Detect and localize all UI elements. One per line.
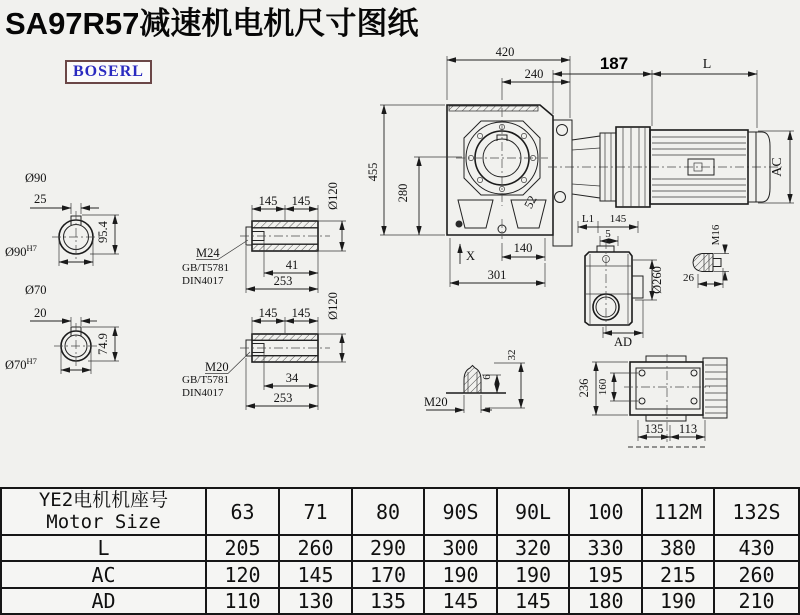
dim-240: 240 <box>524 67 544 81</box>
label-m20: M20 <box>205 360 229 374</box>
ac-value: 190 <box>497 561 569 588</box>
dim-145-left: 145 <box>258 194 278 208</box>
l-value: 290 <box>352 535 424 561</box>
dim-6: 6 <box>481 374 493 380</box>
dim-32: 32 <box>506 349 518 361</box>
dim-420: 420 <box>495 45 515 59</box>
label-gbt5781-bottom: GB/T5781 <box>182 374 230 386</box>
frame-size-63: 63 <box>206 488 279 535</box>
plug-m20-detail <box>424 350 525 414</box>
plug-m16-detail <box>683 224 729 288</box>
motor-size-header-cell <box>1 488 206 535</box>
dim-187: 187 <box>599 54 629 73</box>
shaft-end-view-70 <box>5 283 119 374</box>
dim-bore70-base: Ø70 <box>5 358 27 372</box>
ad-value: 180 <box>569 588 642 614</box>
dim-dia90: Ø90 <box>25 171 47 185</box>
gearbox-side-view <box>578 213 664 349</box>
l-value: 380 <box>642 535 714 561</box>
dim-ad: AD <box>613 335 633 349</box>
table-header-row <box>1 488 799 535</box>
dim-dia120-bottom: Ø120 <box>326 292 340 320</box>
row-label-ad: AD <box>1 588 206 614</box>
ad-value: 145 <box>424 588 497 614</box>
dim-113: 113 <box>678 422 698 436</box>
dim-l1: L1 <box>581 213 595 225</box>
dim-bore90-tol: H7 <box>26 243 37 253</box>
dim-x: X <box>466 249 476 263</box>
dim-l: L <box>702 57 712 72</box>
frame-size-71: 71 <box>279 488 352 535</box>
dim-52: 52 <box>521 193 540 211</box>
label-din4017-top: DIN4017 <box>182 275 224 287</box>
dim-bore70 <box>5 356 37 372</box>
frame-size-132s: 132S <box>714 488 799 535</box>
row-label-ac: AC <box>1 561 206 588</box>
ac-value: 215 <box>642 561 714 588</box>
dim-253-bottom: 253 <box>273 391 293 405</box>
rear-housing-view <box>577 354 727 447</box>
ac-value: 145 <box>279 561 352 588</box>
dim-41: 41 <box>285 258 299 272</box>
frame-size-80: 80 <box>352 488 424 535</box>
dim-145-right: 145 <box>291 194 311 208</box>
frame-size-112m: 112M <box>642 488 714 535</box>
dim-160: 160 <box>597 378 609 396</box>
ad-value: 145 <box>497 588 569 614</box>
motor-size-header-cn: YE2电机机座号 <box>38 488 169 511</box>
brand-logo-text: BOSERL <box>73 63 144 80</box>
frame-size-90l: 90L <box>497 488 569 535</box>
dim-301: 301 <box>487 268 507 282</box>
dim-145-side: 145 <box>609 213 627 225</box>
label-gbt5781-top: GB/T5781 <box>182 262 230 274</box>
dim-135: 135 <box>644 422 664 436</box>
dim-dia260: Ø260 <box>650 266 664 294</box>
frame-size-100: 100 <box>569 488 642 535</box>
ad-value: 190 <box>642 588 714 614</box>
motor-size-header-en: Motor Size <box>46 510 161 533</box>
dim-bore90-base: Ø90 <box>5 245 27 259</box>
dim-key20: 20 <box>34 306 47 320</box>
dim-dia120-top: Ø120 <box>326 182 340 210</box>
dim-ac: AC <box>770 157 785 177</box>
dim-140: 140 <box>513 241 533 255</box>
l-value: 300 <box>424 535 497 561</box>
ad-value: 210 <box>714 588 799 614</box>
dim-145b-left: 145 <box>258 306 278 320</box>
motor-side-view <box>548 54 794 207</box>
frame-size-90s: 90S <box>424 488 497 535</box>
motor-size-table <box>0 487 800 615</box>
l-value: 205 <box>206 535 279 561</box>
dim-dia70: Ø70 <box>25 283 47 297</box>
ac-value: 190 <box>424 561 497 588</box>
hollow-shaft-view-m20 <box>182 292 346 410</box>
ad-value: 110 <box>206 588 279 614</box>
dim-m16: M16 <box>710 224 722 246</box>
dim-280: 280 <box>396 183 410 203</box>
table-row-l <box>1 535 799 561</box>
dim-26: 26 <box>683 272 694 284</box>
label-din4017-bottom: DIN4017 <box>182 387 224 399</box>
gearbox-front-view <box>366 45 572 287</box>
dim-bore70-tol: H7 <box>26 356 37 366</box>
hollow-shaft-view-m24 <box>182 182 346 293</box>
ac-value: 195 <box>569 561 642 588</box>
page-title: SA97R57减速机电机尺寸图纸 <box>5 6 419 41</box>
dim-236: 236 <box>577 378 591 398</box>
dim-m20-plug: M20 <box>424 395 448 409</box>
table-row-ad <box>1 588 799 614</box>
dim-455: 455 <box>366 162 380 182</box>
l-value: 320 <box>497 535 569 561</box>
l-value: 260 <box>279 535 352 561</box>
dim-95-4: 95.4 <box>96 221 110 243</box>
dim-key25: 25 <box>34 192 47 206</box>
dim-74-9: 74.9 <box>96 333 110 355</box>
dim-145b-right: 145 <box>291 306 311 320</box>
ac-value: 170 <box>352 561 424 588</box>
ad-value: 130 <box>279 588 352 614</box>
table-row-ac <box>1 561 799 588</box>
ac-value: 260 <box>714 561 799 588</box>
l-value: 430 <box>714 535 799 561</box>
shaft-end-view-90 <box>5 171 119 266</box>
l-value: 330 <box>569 535 642 561</box>
dim-34: 34 <box>285 371 299 385</box>
ac-value: 120 <box>206 561 279 588</box>
ad-value: 135 <box>352 588 424 614</box>
row-label-l: L <box>1 535 206 561</box>
dim-bore90 <box>5 243 37 259</box>
dim-253-top: 253 <box>273 274 293 288</box>
label-m24: M24 <box>196 246 220 260</box>
dim-5: 5 <box>605 228 611 240</box>
